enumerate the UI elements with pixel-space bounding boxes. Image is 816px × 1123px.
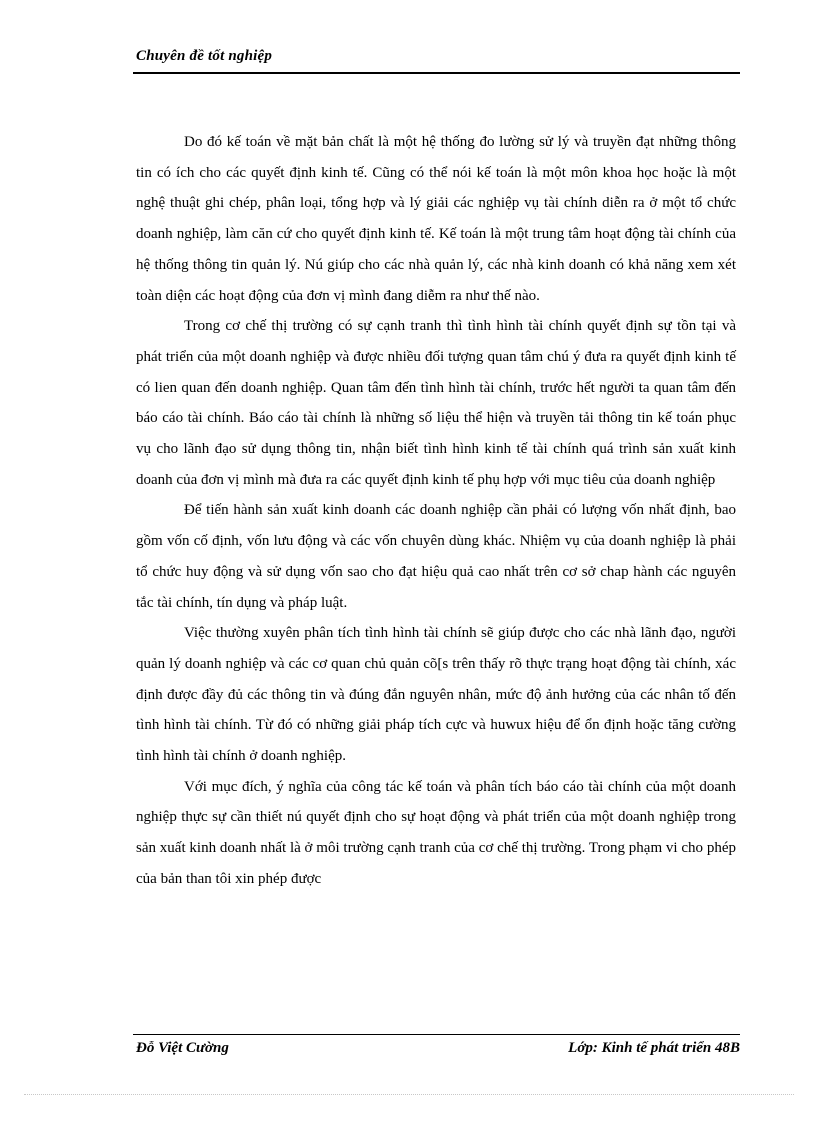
document-body: [136, 127, 736, 895]
paragraph-1: Do đó kế toán về mặt bản chất là một hệ thống đo lường sử lý và truyền đạt những thông tin có ích cho các quyết định kinh tế. Cũng có thể nói kế toán là một môn khoa học hoặc là một nghệ thuật ghi chép, phân loại, tổng hợp và lý giải các nghiệp vụ tài chính diễn ra ở một tổ chức doanh nghiệp, làm căn cứ cho quyết định kinh tế. Kế toán là một trung tâm hoạt động tài chính của hệ thống thông tin quản lý. Nú giúp cho các nhà quản lý, các nhà kinh doanh có khả năng xem xét toàn diện các hoạt động của đơn vị mình đang diễm ra như thế nào.: [136, 134, 736, 304]
header-title: Chuyên đề tốt nghiệp: [136, 48, 273, 64]
paragraph-2: Trong cơ chế thị trường có sự cạnh tranh thì tình hình tài chính quyết định sự tồn tại và phát triển của một doanh nghiệp và được nhiều đối tượng quan tâm chú ý đưa ra quyết định kinh tế có lien quan đến doanh nghiệp. Quan tâm đến tình hình tài chính, trước hết người ta quan tâm đến báo cáo tài chính. Báo cáo tài chính là những số liệu thể hiện và truyền tải thông tin kế toán phục vụ cho lãnh đạo sử dụng thông tin, nhận biết tình hình kinh tế tài chính quá trình sản xuất kinh doanh của đơn vị mình mà đưa ra các quyết định kinh tế phụ hợp với mục tiêu của doanh nghiệp: [136, 318, 736, 488]
footer-author: Đỗ Việt Cường: [136, 1040, 229, 1056]
paragraph-4: Việc thường xuyên phân tích tình hình tài chính sẽ giúp được cho các nhà lãnh đạo, người quản lý doanh nghiệp và các cơ quan chủ quản cõ[s trên thấy rõ thực trạng hoạt động tài chính, xác định được đầy đủ các thông tin và đúng đắn nguyên nhân, mức độ ảnh hưởng của các nhân tố đến tình hình tài chính. Từ đó có những giải pháp tích cực và huwux hiệu để ổn định hoặc tăng cường tình hình tài chính ở doanh nghiệp.: [136, 625, 736, 765]
paragraph-5: Với mục đích, ý nghĩa của công tác kế toán và phân tích báo cáo tài chính của một doanh nghiệp thực sự cần thiết nú quyết định cho sự hoạt động và phát triển của một doanh nghiệp trong sản xuất kinh doanh nhất là ở môi trường cạnh tranh của cơ chế thị trường. Trong phạm vi cho phép của bản than tôi xin phép được: [136, 778, 736, 887]
page-edge-divider: [24, 1094, 794, 1095]
header-rule: [133, 72, 740, 74]
paragraph-3: Để tiến hành sản xuất kinh doanh các doanh nghiệp cần phải có lượng vốn nhất định, bao gồm vốn cố định, vốn lưu động và các vốn chuyên dùng khác. Nhiệm vụ của doanh nghiệp là phải tổ chức huy động và sử dụng vốn sao cho đạt hiệu quả cao nhất trên cơ sở chap hành các nguyên tắc tài chính, tín dụng và pháp luật.: [136, 502, 736, 611]
footer-class: Lớp: Kinh tế phát triển 48B: [568, 1040, 740, 1056]
footer-rule: [133, 1034, 740, 1035]
